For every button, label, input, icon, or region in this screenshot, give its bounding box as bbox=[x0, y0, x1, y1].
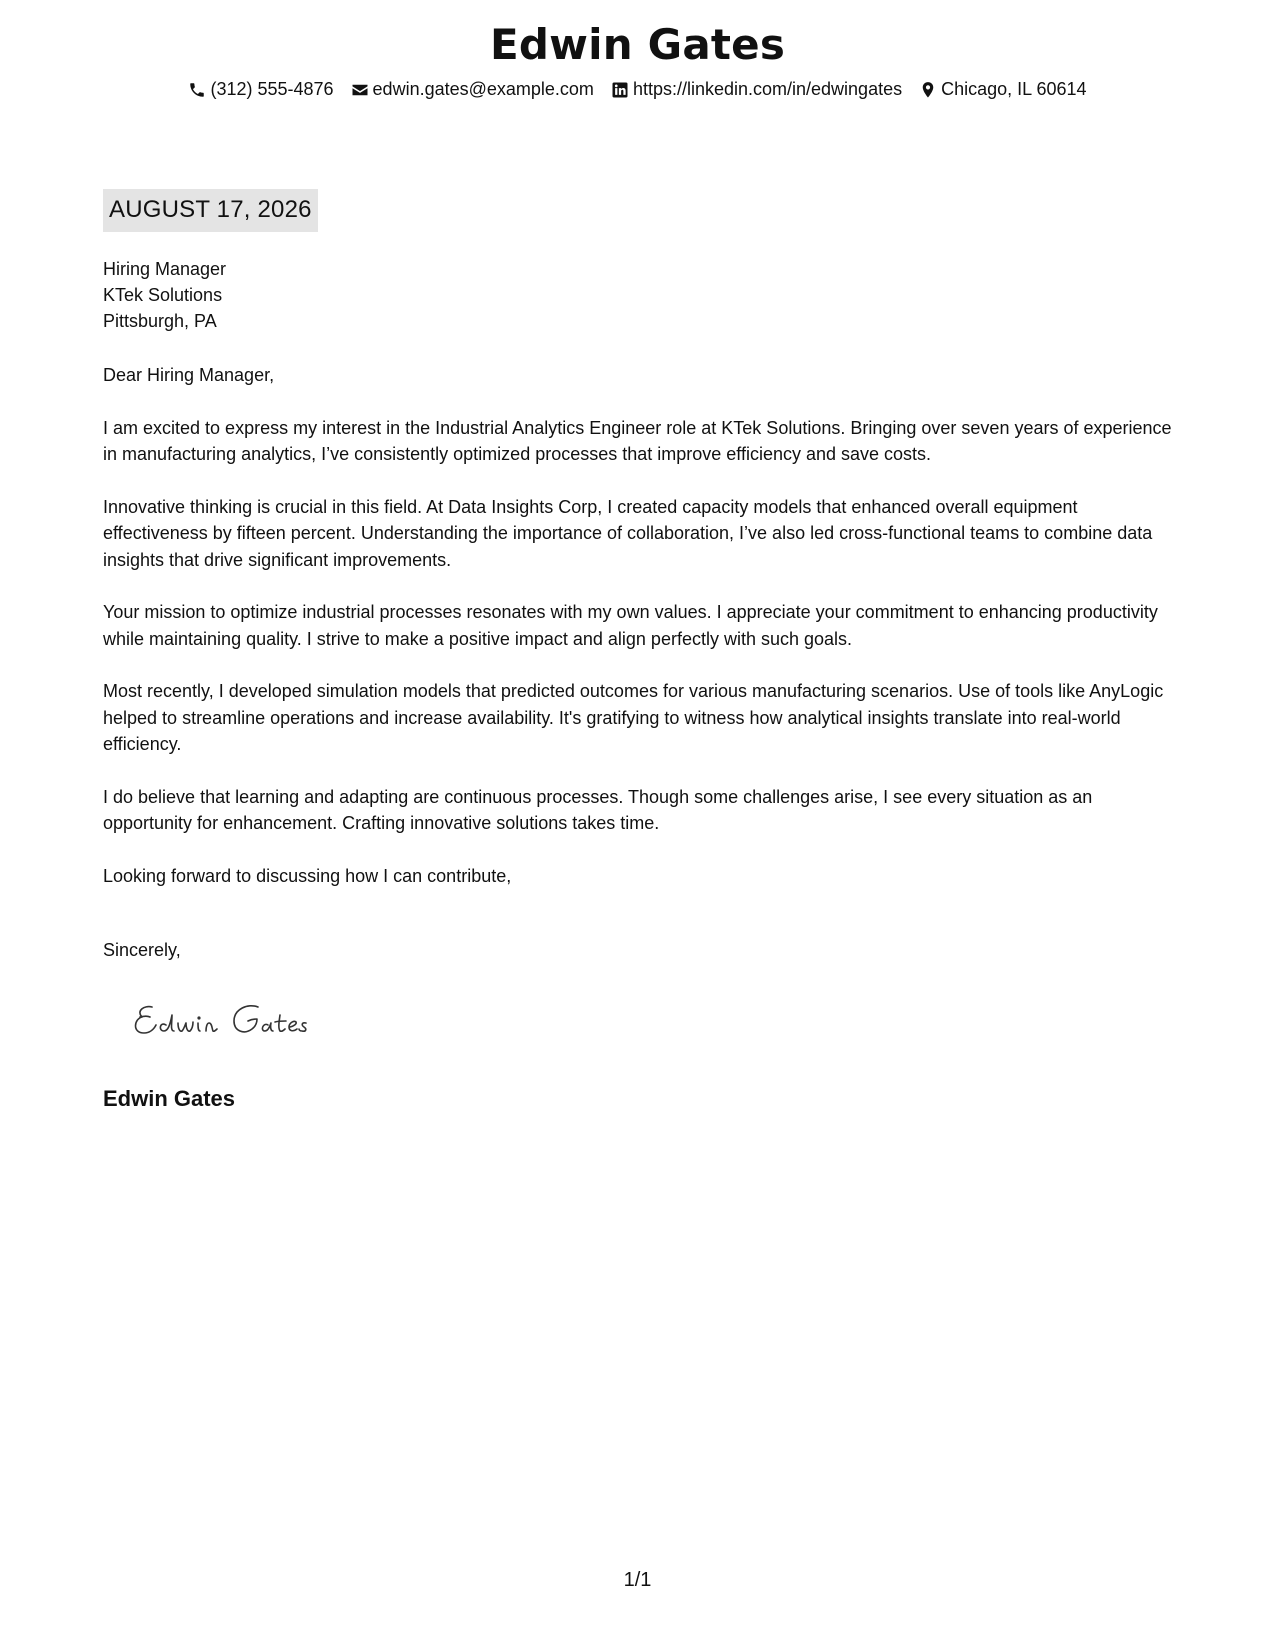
linkedin-text: https://linkedin.com/in/edwingates bbox=[632, 79, 903, 99]
printed-name: Edwin Gates bbox=[103, 1086, 236, 1111]
phone-icon bbox=[188, 81, 206, 99]
body-paragraph: I do believe that learning and adapting are continuous processes. Though some challenges arise, I see every situation as an opportunity for enhancement. Crafting innovative solutions takes time. bbox=[103, 786, 1093, 833]
body-paragraph: Looking forward to discussing how I can contribute, bbox=[103, 865, 512, 886]
body-paragraph: Most recently, I developed simulation models that predicted outcomes for various manufacturing scenarios. Use of tools like AnyLogic helped to streamline operations and increase availability. It's gratifying to witness how analytical insights translate into real-world efficiency. bbox=[103, 681, 1164, 754]
salutation: Dear Hiring Manager, bbox=[103, 365, 275, 385]
page-number: 1/1 bbox=[623, 1569, 652, 1591]
recipient-title: Hiring Manager bbox=[103, 259, 227, 279]
body-paragraph: Innovative thinking is crucial in this field. At Data Insights Corp, I created capacity models that enhanced overall equipment effectiveness by fifteen percent. Understanding the importance of collaboration, I’ve also led cross-functional teams to combine data insights that drive significant improvements. bbox=[103, 496, 1153, 570]
body-paragraph: Your mission to optimize industrial processes resonates with my own values. I appreciate your commitment to enhancing productivity while maintaining quality. I strive to make a positive impact and align perfectly with such goals. bbox=[103, 602, 1158, 649]
contact-email[interactable] bbox=[351, 79, 594, 100]
location-text: Chicago, IL 60614 bbox=[941, 79, 1087, 99]
contact-linkedin[interactable] bbox=[611, 79, 902, 100]
envelope-icon bbox=[351, 81, 369, 99]
body-paragraph: I am excited to express my interest in the Industrial Analytics Engineer role at KTek Solutions. Bringing over seven years of experience in manufacturing analytics, I’ve consistently optimized processes that improve efficiency and save costs. bbox=[103, 417, 1172, 464]
linkedin-icon bbox=[611, 81, 629, 99]
closing: Sincerely, bbox=[103, 940, 181, 960]
map-pin-icon bbox=[919, 81, 937, 99]
handwritten-signature bbox=[130, 995, 340, 1045]
contact-location bbox=[919, 79, 1086, 100]
applicant-name: Edwin Gates bbox=[489, 20, 786, 69]
letter-date: AUGUST 17, 2026 bbox=[103, 189, 318, 232]
email-text: edwin.gates@example.com bbox=[372, 79, 594, 99]
recipient-block bbox=[103, 256, 226, 334]
phone-text: (312) 555-4876 bbox=[210, 79, 334, 99]
letter-body bbox=[103, 362, 1178, 915]
contact-bar bbox=[0, 79, 1275, 100]
contact-phone bbox=[188, 79, 333, 100]
recipient-location: Pittsburgh, PA bbox=[103, 311, 217, 331]
recipient-company: KTek Solutions bbox=[103, 285, 223, 305]
